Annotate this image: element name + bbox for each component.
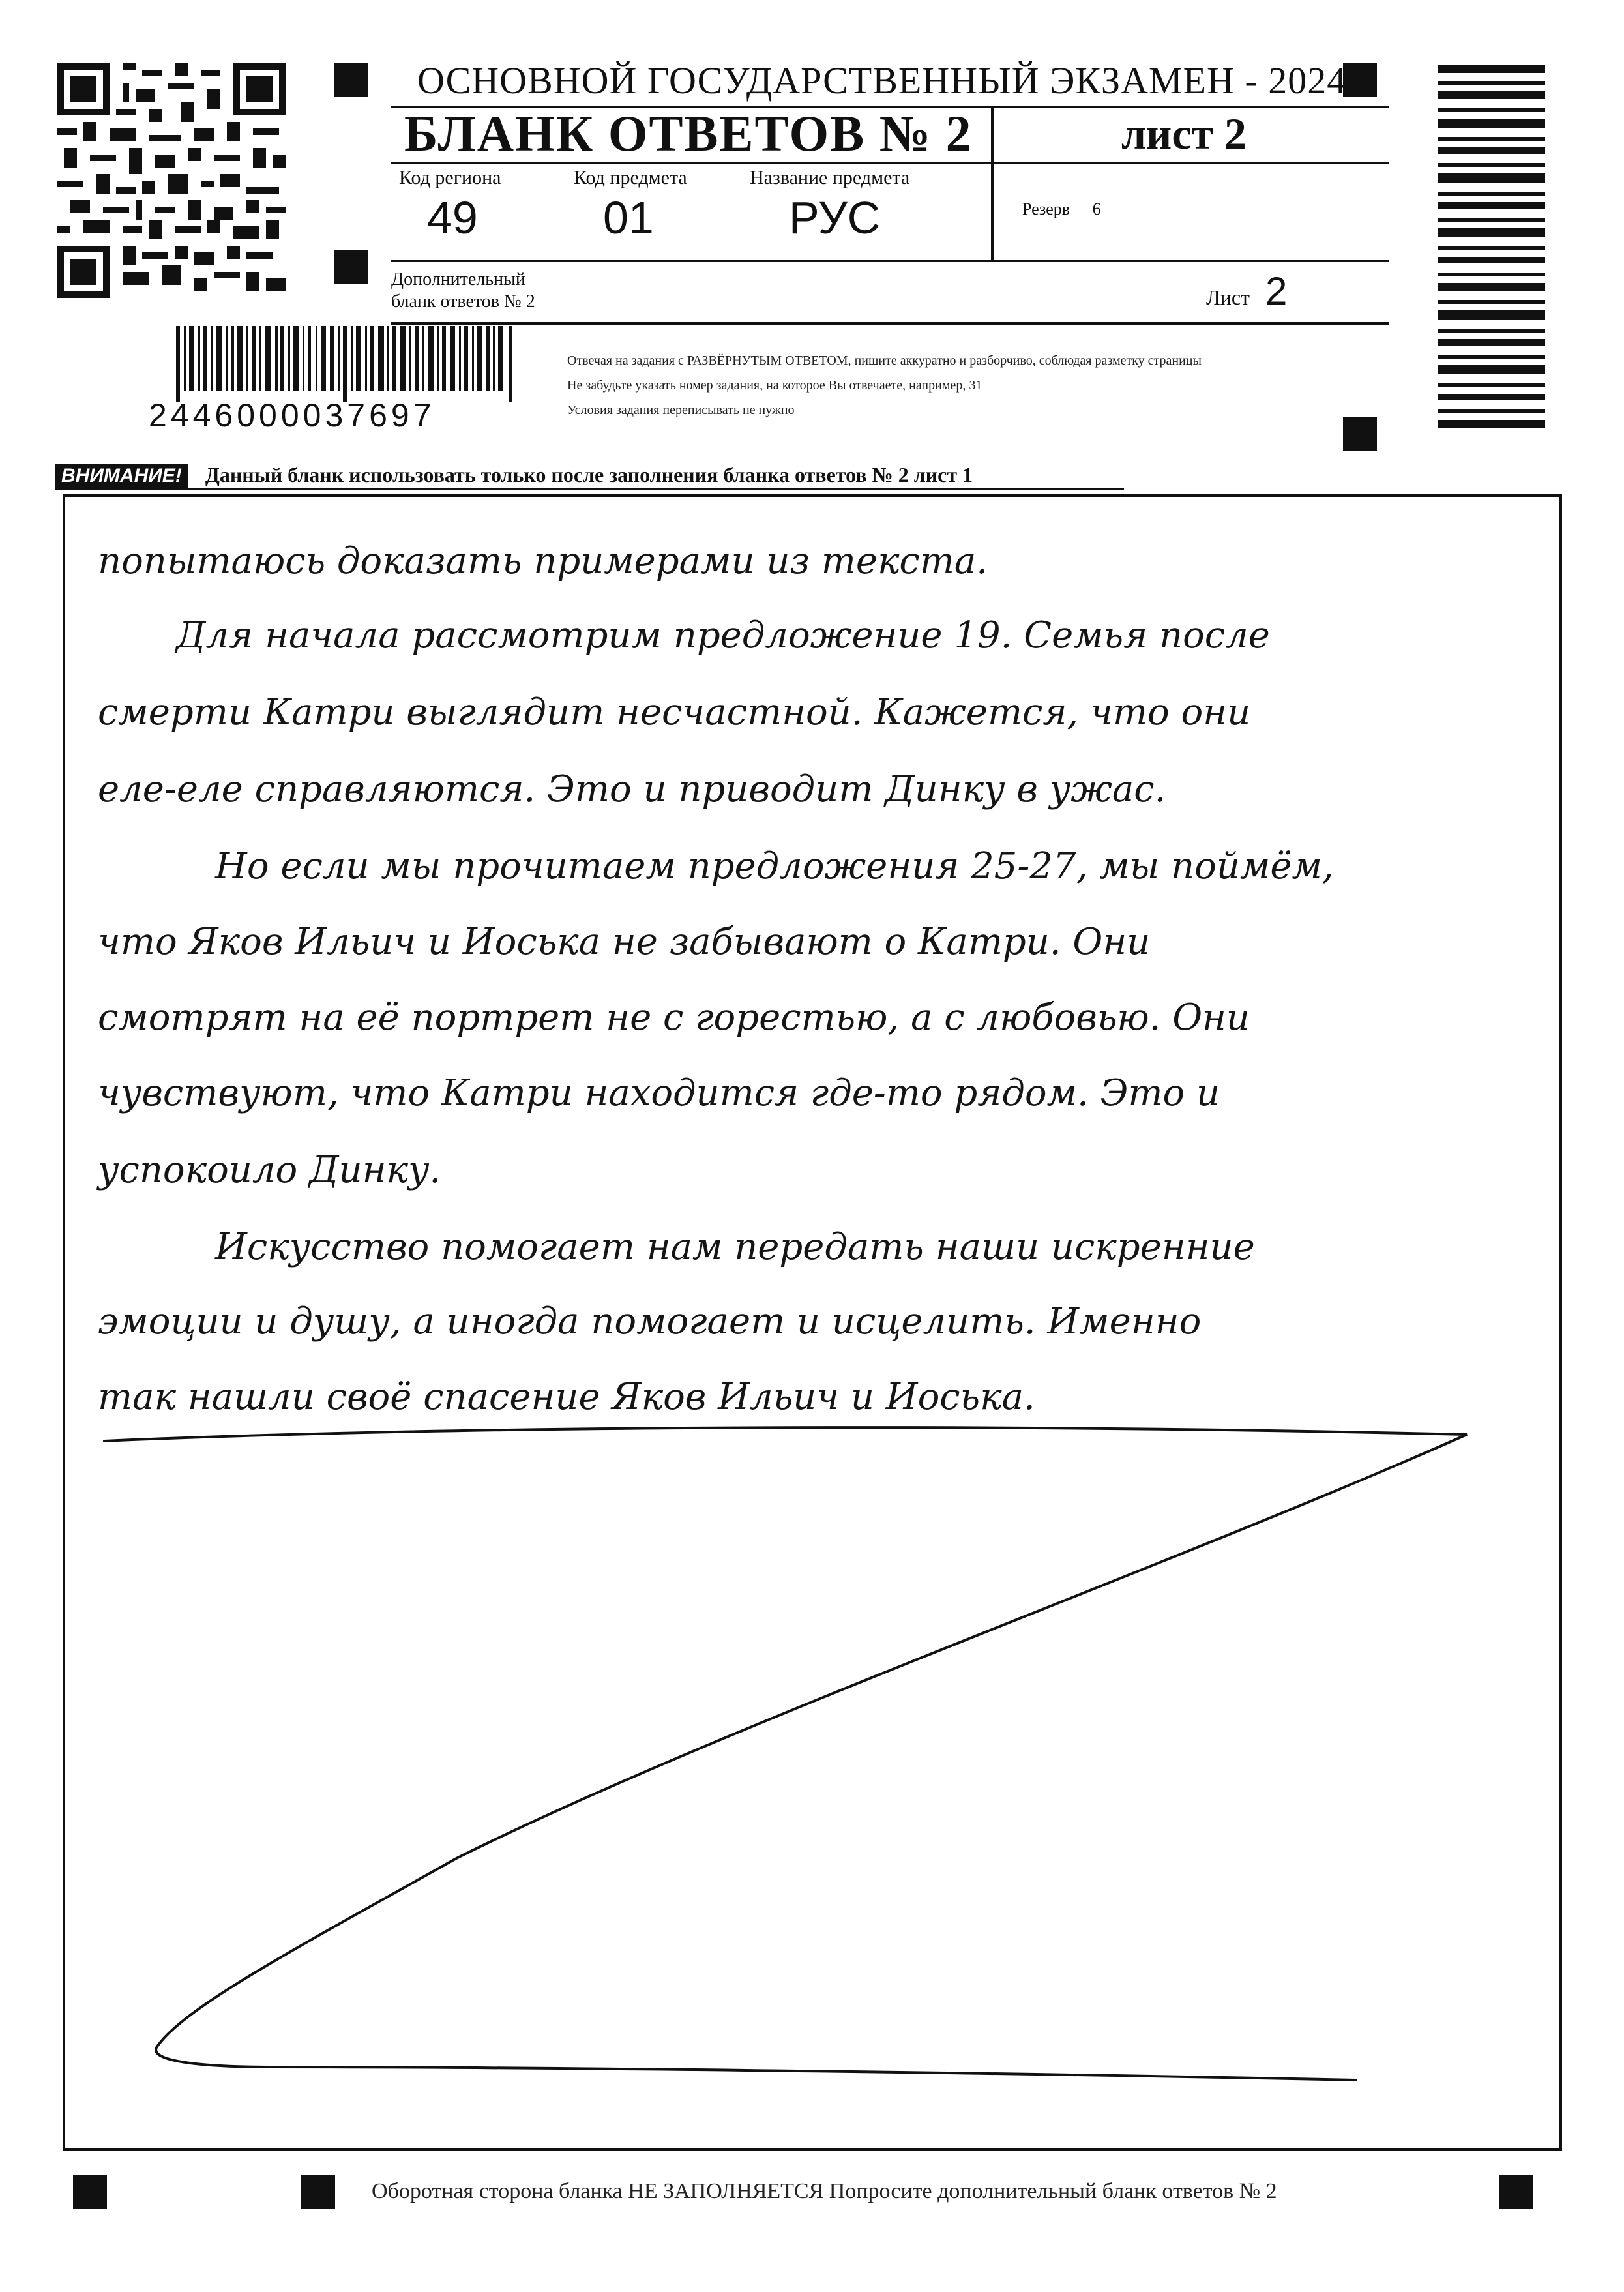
answer-line: Но если мы прочитаем предложения 25-27, мы поймём, [215,845,1334,887]
answer-line: еле-еле справляются. Это и приводит Динку в ужас. [98,768,1166,811]
instruction-line-1: Отвечая на задания с РАЗВЁРНУТЫМ ОТВЕТОМ, пишите аккуратно и разборчиво, соблюдая разметку страницы [567,353,1202,368]
subject-code-label: Код предмета [574,167,687,188]
answer-line: эмоции и душу, а иногда помогает и исцелить. Именно [98,1300,1202,1343]
answer-line: Для начала рассмотрим предложение 19. Семья после [176,614,1270,657]
answer-line: успокоило Динку. [98,1149,441,1191]
exam-title: ОСНОВНОЙ ГОСУДАРСТВЕННЫЙ ЭКЗАМЕН - 2024 [417,59,1347,102]
region-code-label: Код региона [399,167,501,188]
reserve-label: Резерв [1022,200,1070,218]
barcode-number: 2446000037697 [149,397,436,434]
instruction-line-3: Условия задания переписывать не нужно [567,403,795,417]
additional-label-line2: бланк ответов № 2 [391,291,535,312]
subject-name-value: РУС [789,192,881,243]
reserve-value: 6 [1092,200,1101,218]
additional-label-line1: Дополнительный [391,269,525,290]
form-title: БЛАНК ОТВЕТОВ № 2 [404,105,973,162]
answer-line: чувствуют, что Катри находится где-то рядом. Это и [98,1072,1220,1114]
answer-line: Искусство помогает нам передать наши искренние [215,1226,1255,1268]
attention-badge: ВНИМАНИЕ! [55,464,188,488]
instruction-line-2: Не забудьте указать номер задания, на которое Вы отвечаете, например, 31 [567,378,982,393]
footer-note: Оборотная сторона бланка НЕ ЗАПОЛНЯЕТСЯ Попросите дополнительный бланк ответов № 2 [372,2179,1277,2203]
answer-line: попытаюсь доказать примерами из текста. [98,540,988,582]
answer-line: так нашли своё спасение Яков Ильич и Иоська. [98,1376,1035,1418]
subject-name-label: Название предмета [750,167,910,188]
subject-code-value: 01 [603,192,654,243]
answer-line: смотрят на её портрет не с горестью, а с любовью. Они [98,996,1250,1039]
answer-line: смерти Катри выглядит несчастной. Кажется, что они [98,691,1251,734]
sheet-number-label: Лист [1206,286,1250,309]
attention-text: Данный бланк использовать только после заполнения бланка ответов № 2 лист 1 [205,463,973,486]
sheet-label: лист 2 [1121,109,1247,158]
sheet-number-value: 2 [1265,269,1288,313]
answer-line: что Яков Ильич и Иоська не забывают о Катри. Они [98,921,1151,963]
region-code-value: 49 [427,192,478,243]
